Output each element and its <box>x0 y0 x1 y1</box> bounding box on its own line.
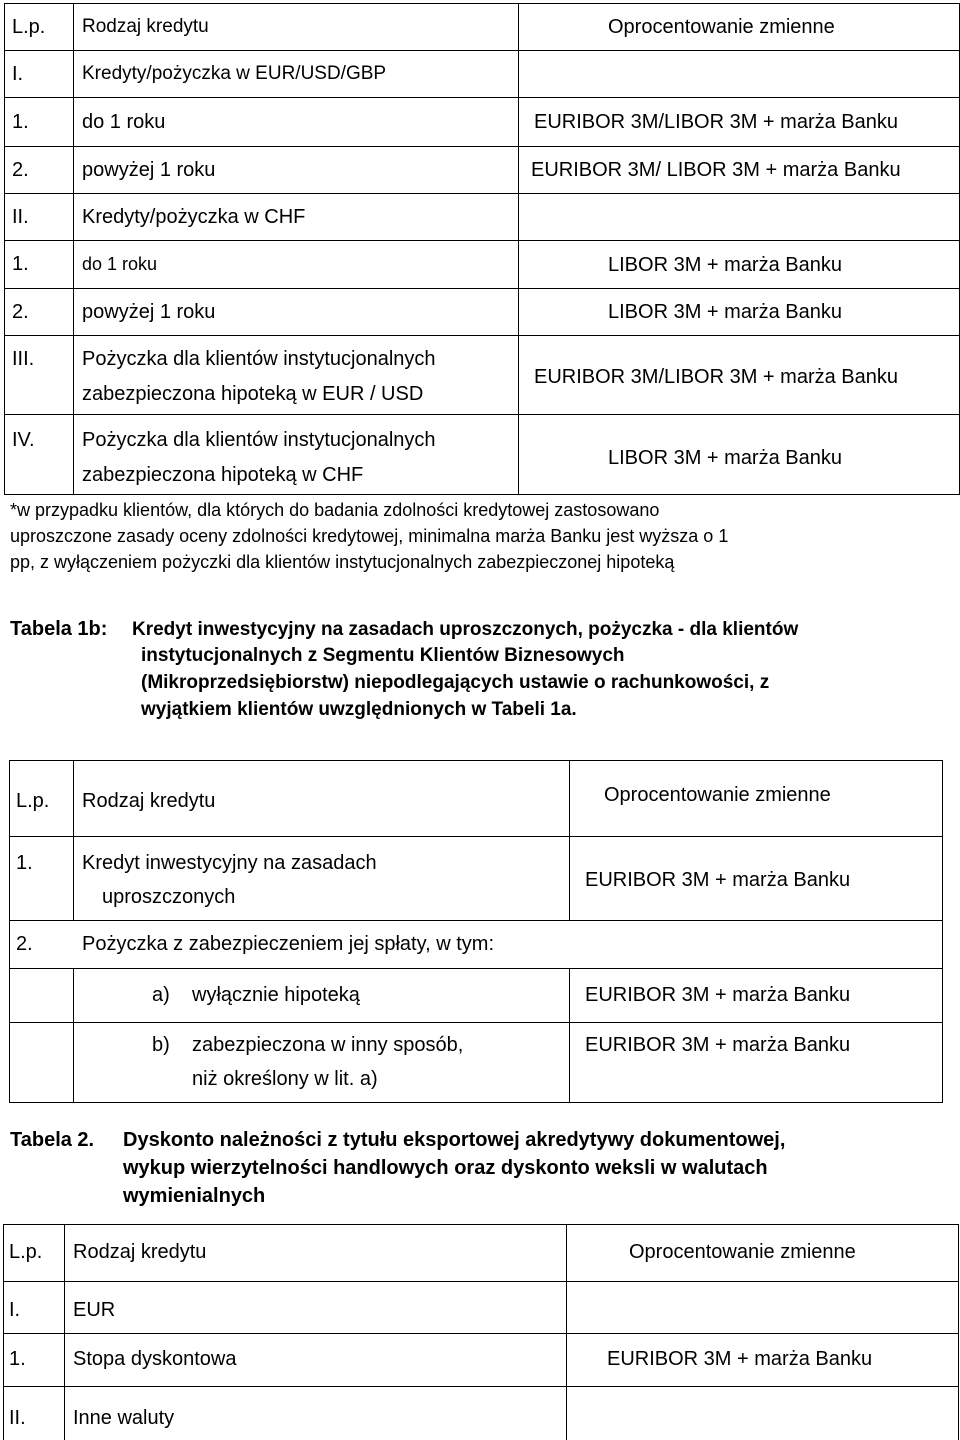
row-lp: I. <box>12 63 24 85</box>
row-lp: I. <box>9 1299 21 1321</box>
row-type-line2: zabezpieczona hipoteką w EUR / USD <box>82 383 424 405</box>
row-lp: III. <box>12 348 35 370</box>
row-type-line2: niż określony w lit. a) <box>192 1068 378 1090</box>
row-letter: a) <box>152 984 170 1006</box>
row-rate: LIBOR 3M + marża Banku <box>608 447 842 469</box>
caption-line: instytucjonalnych z Segmentu Klientów Biznesowych <box>141 645 625 666</box>
header-rate: Oprocentowanie zmienne <box>629 1241 856 1263</box>
footnote-line: uproszczone zasady oceny zdolności kredytowej, minimalna marża Banku jest wyższa o 1 <box>10 526 729 546</box>
row-type-line1: zabezpieczona w inny sposób, <box>192 1034 464 1056</box>
row-lp: 2. <box>16 933 33 955</box>
footnote-line: pp, z wyłączeniem pożyczki dla klientów instytucjonalnych zabezpieczonej hipoteką <box>10 552 675 572</box>
row-rate: EURIBOR 3M/LIBOR 3M + marża Banku <box>534 111 899 133</box>
row-type: Kredyty/pożyczka w CHF <box>82 206 306 228</box>
row-type-line2: zabezpieczona hipoteką w CHF <box>82 464 364 486</box>
row-type: Kredyty/pożyczka w EUR/USD/GBP <box>82 63 387 84</box>
row-rate: LIBOR 3M + marża Banku <box>608 254 842 276</box>
row-lp: II. <box>12 206 29 228</box>
row-letter: b) <box>152 1034 170 1056</box>
row-type-line1: Kredyt inwestycyjny na zasadach <box>82 852 377 874</box>
footnote-line: *w przypadku klientów, dla których do badania zdolności kredytowej zastosowano <box>10 500 660 520</box>
row-rate: EURIBOR 3M + marża Banku <box>585 984 851 1006</box>
header-type: Rodzaj kredytu <box>73 1241 207 1263</box>
caption-label: Tabela 1b: <box>10 618 108 640</box>
header-lp: L.p. <box>9 1241 43 1263</box>
header-lp: L.p. <box>12 16 46 38</box>
row-lp: 2. <box>12 159 29 181</box>
caption-line: (Mikroprzedsiębiorstw) niepodlegających ustawie o rachunkowości, z <box>141 672 770 693</box>
caption-line: Kredyt inwestycyjny na zasadach uproszczonych, pożyczka - dla klientów <box>132 619 799 640</box>
row-rate: EURIBOR 3M + marża Banku <box>607 1348 873 1370</box>
caption-line: wymienialnych <box>123 1185 266 1207</box>
row-rate: EURIBOR 3M/ LIBOR 3M + marża Banku <box>531 159 901 181</box>
header-rate: Oprocentowanie zmienne <box>604 784 831 806</box>
row-type-line1: Pożyczka dla klientów instytucjonalnych <box>82 348 436 370</box>
header-type: Rodzaj kredytu <box>82 790 216 812</box>
row-rate: EURIBOR 3M + marża Banku <box>585 1034 851 1056</box>
row-type: wyłącznie hipoteką <box>192 984 360 1006</box>
caption-label: Tabela 2. <box>10 1129 95 1151</box>
header-type: Rodzaj kredytu <box>82 16 209 37</box>
row-rate: EURIBOR 3M + marża Banku <box>585 869 851 891</box>
caption-line: wyjątkiem klientów uwzględnionych w Tabeli 1a. <box>141 699 577 720</box>
row-type: Inne waluty <box>73 1407 175 1429</box>
row-lp: II. <box>9 1407 26 1429</box>
row-type: powyżej 1 roku <box>82 159 216 181</box>
row-lp: 1. <box>16 852 33 874</box>
row-lp: 1. <box>12 111 29 133</box>
caption-line: Dyskonto należności z tytułu eksportowej akredytywy dokumentowej, <box>123 1129 786 1151</box>
row-lp: 2. <box>12 301 29 323</box>
row-rate: LIBOR 3M + marża Banku <box>608 301 842 323</box>
row-type: do 1 roku <box>82 254 158 274</box>
row-lp: 1. <box>9 1348 26 1370</box>
row-type: Pożyczka z zabezpieczeniem jej spłaty, w tym: <box>82 933 495 955</box>
header-lp: L.p. <box>16 790 50 812</box>
row-type: powyżej 1 roku <box>82 301 216 323</box>
row-lp: IV. <box>12 429 35 451</box>
caption-line: wykup wierzytelności handlowych oraz dyskonto weksli w walutach <box>123 1157 768 1179</box>
header-rate: Oprocentowanie zmienne <box>608 16 835 38</box>
row-type: Stopa dyskontowa <box>73 1348 237 1370</box>
row-type-line2: uproszczonych <box>102 886 236 908</box>
row-lp: 1. <box>12 253 29 275</box>
row-type-line1: Pożyczka dla klientów instytucjonalnych <box>82 429 436 451</box>
row-type: do 1 roku <box>82 111 166 133</box>
row-rate: EURIBOR 3M/LIBOR 3M + marża Banku <box>534 366 899 388</box>
row-type: EUR <box>73 1299 116 1321</box>
